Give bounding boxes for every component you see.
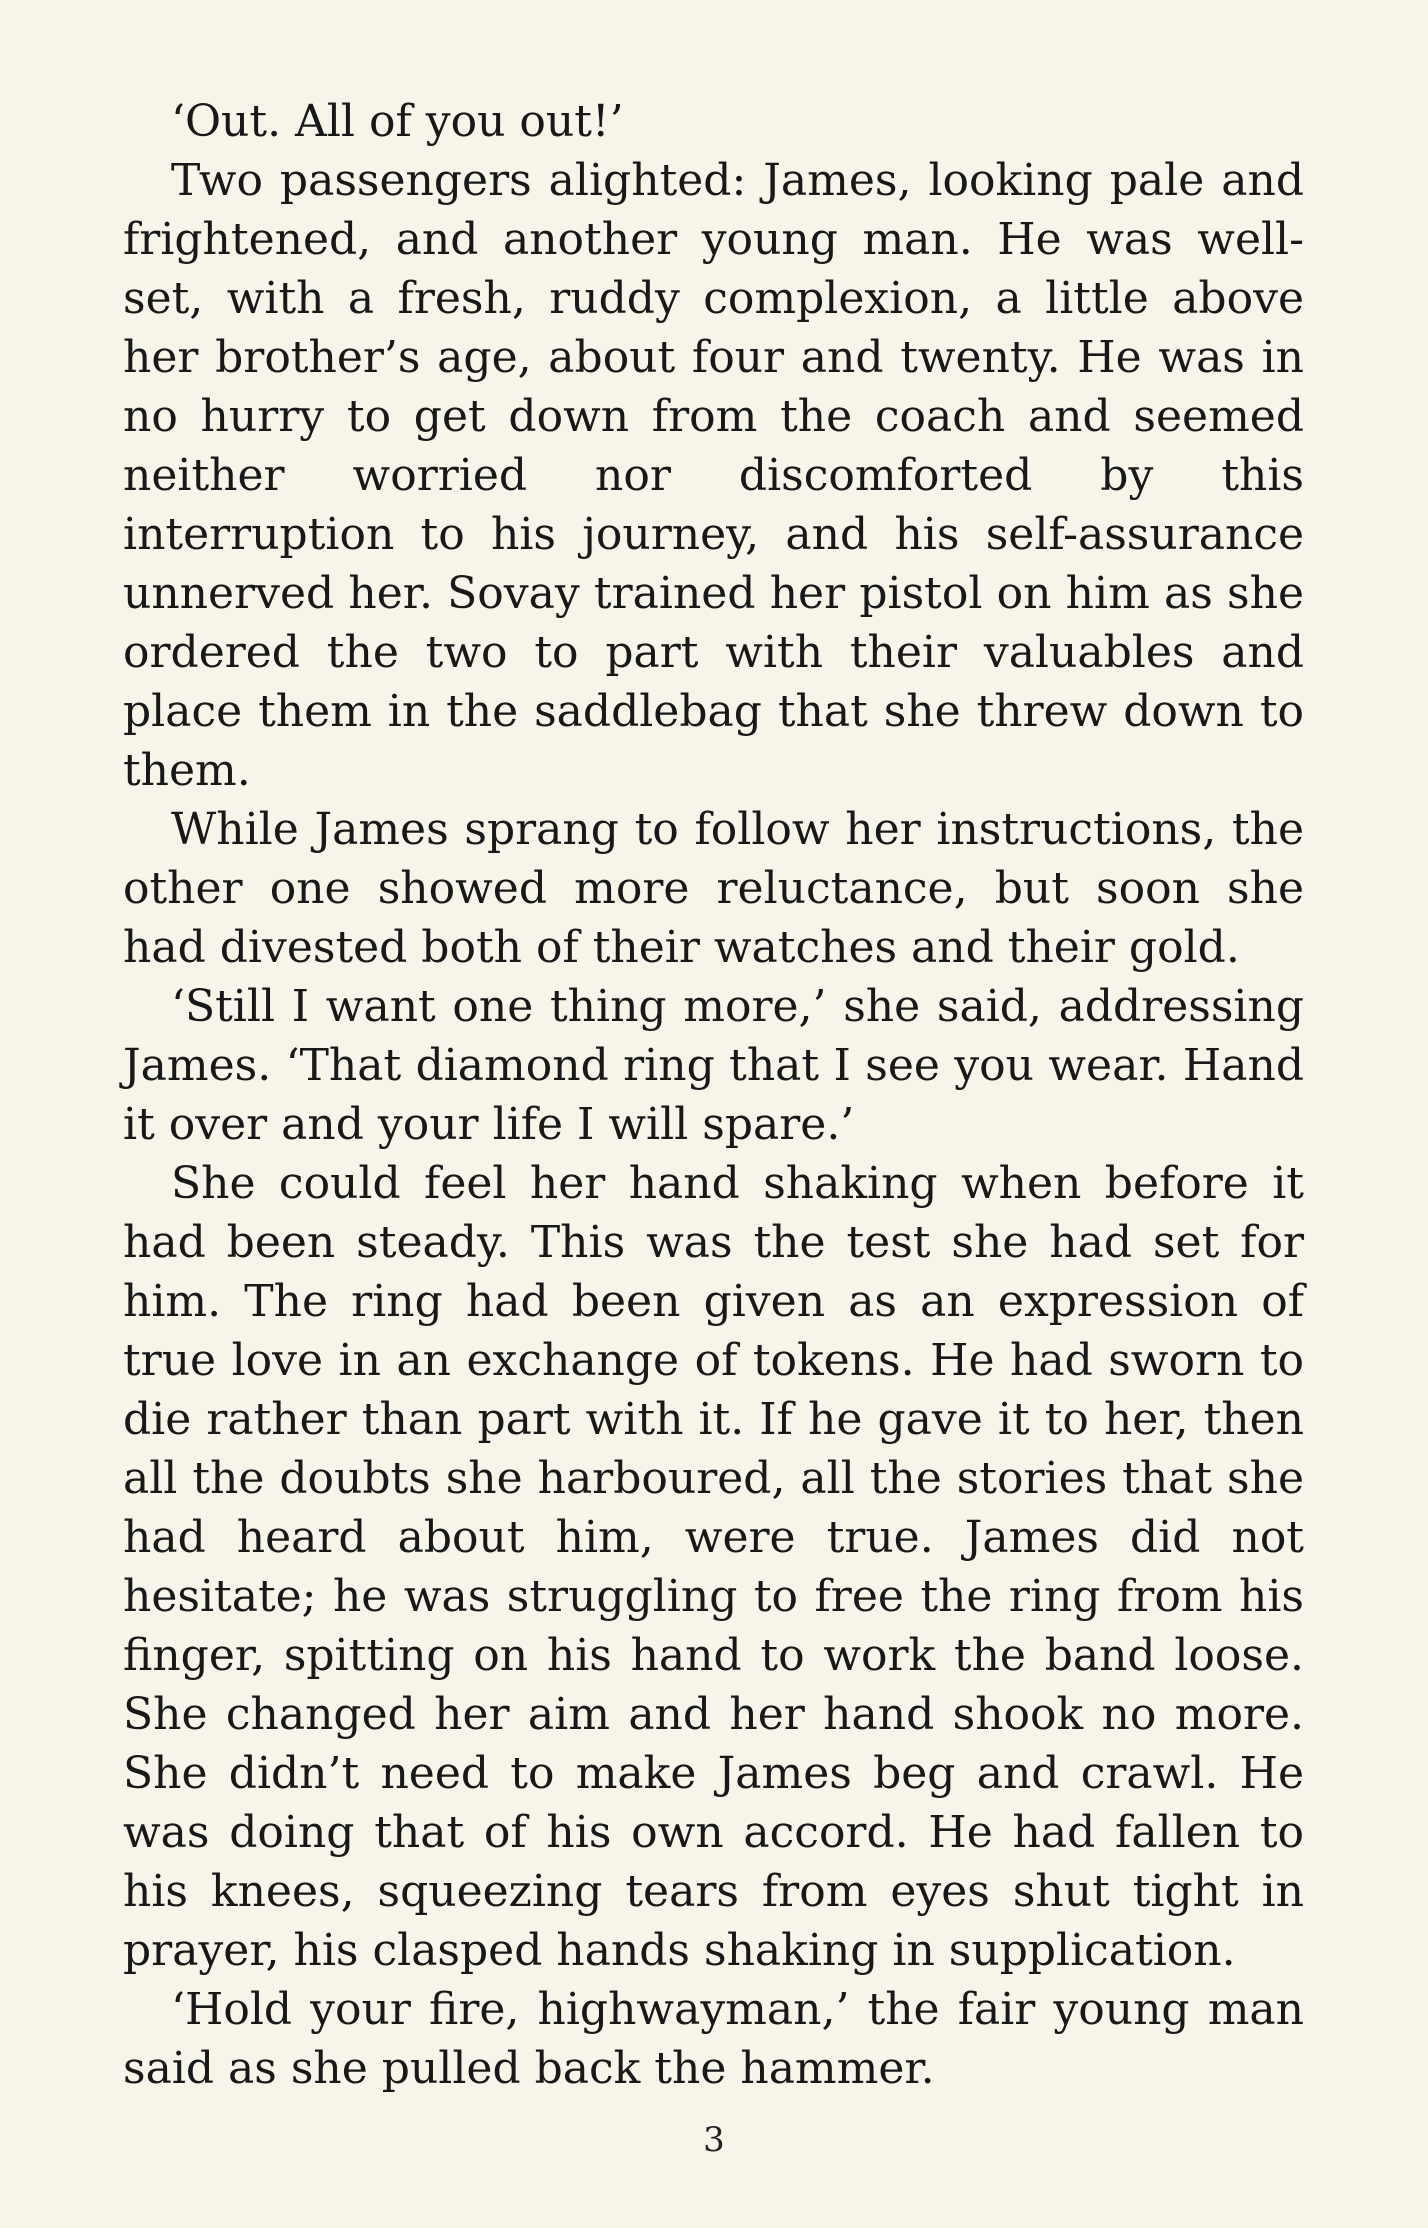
paragraph-2: Two passengers alighted: James, looking pale and frightened, and another young man. He was well-set, with a fresh, ruddy complexion, a little above her brother’s age, about four and twenty. He was in no hurry to get down from the coach and seemed neither worried nor discomforted by this interruption to his journey, and his self-assurance unnerved her. Sovay trained her pistol on him as she ordered the two to part with their valuables and place them in the saddlebag that she threw down to them. <box>123 155 1304 796</box>
paragraph-5: She could feel her hand shaking when before it had been steady. This was the test she had set for him. The ring had been given as an expression of true love in an exchange of tokens. He had sworn to die rather than part with it. If he gave it to her, then all the doubts she harboured, all the stories that she had heard about him, were true. James did not hesitate; he was struggling to free the ring from his finger, spitting on his hand to work the band loose. She changed her aim and her hand shook no more. She didn’t need to make James beg and crawl. He was doing that of his own accord. He had fallen to his knees, squeezing tears from eyes shut tight in prayer, his clasped hands shaking in supplication. <box>123 1158 1304 1976</box>
paragraph-3: While James sprang to follow her instructions, the other one showed more reluctance, but soon she had divested both of their watches and their gold. <box>123 804 1304 973</box>
body-text <box>123 92 1304 2098</box>
paragraph-6: ‘Hold your fire, highwayman,’ the fair young man said as she pulled back the hammer. <box>123 1984 1304 2094</box>
paragraph-4: ‘Still I want one thing more,’ she said, addressing James. ‘That diamond ring that I see you wear. Hand it over and your life I will spare.’ <box>123 981 1304 1150</box>
page-number: 3 <box>703 2120 725 2160</box>
paragraph-1: ‘Out. All of you out!’ <box>171 96 624 147</box>
